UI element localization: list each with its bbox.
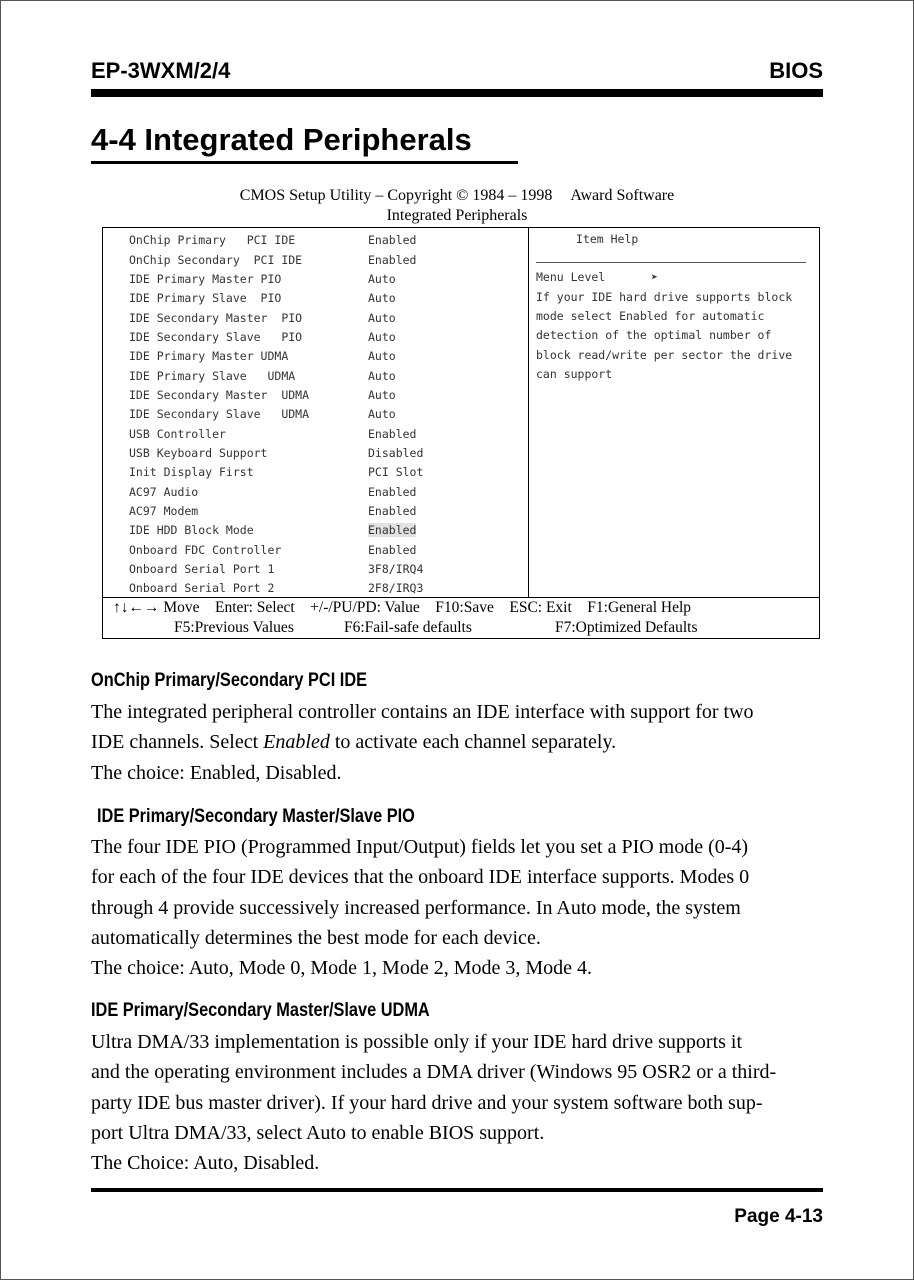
item-help-rule	[536, 262, 806, 263]
bios-setting-label: IDE Primary Slave PIO	[129, 291, 282, 305]
header-rule	[91, 89, 823, 97]
help-text-line: If your IDE hard drive supports block	[536, 290, 793, 304]
menu-level-label: Menu Level	[536, 270, 606, 284]
bios-setting-row[interactable]	[103, 483, 523, 502]
bios-setting-value[interactable]: Auto	[368, 272, 396, 286]
bios-setting-row[interactable]	[103, 289, 523, 308]
bios-setting-label: Onboard FDC Controller	[129, 543, 282, 557]
menu-level-arrow-icon: ➤	[651, 270, 658, 284]
bios-setting-row[interactable]	[103, 386, 523, 405]
bios-setting-row[interactable]	[103, 367, 523, 386]
bios-setting-value[interactable]: Enabled	[368, 543, 417, 557]
cmos-caption	[0, 187, 914, 205]
heading-pio: IDE Primary/Secondary Master/Slave PIO	[97, 806, 415, 827]
text-run: IDE channels. Select	[91, 731, 264, 754]
bios-setting-value[interactable]: Auto	[368, 311, 396, 325]
item-help-title: Item Help	[576, 232, 639, 246]
title-underline	[91, 161, 518, 164]
bios-setting-row[interactable]	[103, 425, 523, 444]
key-f5-label: F5:Previous Values	[174, 619, 294, 636]
bios-setting-value[interactable]: PCI Slot	[368, 465, 424, 479]
text-run: to activate each channel separately.	[329, 731, 617, 754]
bios-setting-value[interactable]: Enabled	[368, 233, 417, 247]
para-line: through 4 provide successively increased performance. In Auto mode, the system	[91, 896, 741, 919]
bios-setting-label: Onboard Serial Port 1	[129, 562, 275, 576]
bios-setting-row[interactable]	[103, 328, 523, 347]
bios-setting-label: OnChip Secondary PCI IDE	[129, 253, 303, 267]
heading-pci-ide: OnChip Primary/Secondary PCI IDE	[91, 670, 368, 691]
bios-setting-value[interactable]: Auto	[368, 407, 396, 421]
help-text-line: mode select Enabled for automatic	[536, 309, 765, 323]
bios-setting-value[interactable]: 3F8/IRQ4	[368, 562, 424, 576]
bios-setting-row[interactable]	[103, 463, 523, 482]
key-legend-line2	[103, 619, 819, 709]
para-line: The integrated peripheral controller contains an IDE interface with support for two	[91, 701, 754, 723]
bios-divider	[528, 228, 529, 597]
bios-setting-label: AC97 Modem	[129, 504, 199, 518]
bios-setting-label: AC97 Audio	[129, 485, 199, 499]
bios-setting-value[interactable]: Enabled	[368, 523, 417, 537]
para-line: port Ultra DMA/33, select Auto to enable BIOS support.	[91, 1121, 545, 1144]
bios-setting-value[interactable]: Auto	[368, 291, 396, 305]
help-text-line: block read/write per sector the drive	[536, 348, 793, 362]
bios-setting-row[interactable]	[103, 521, 523, 540]
bios-setting-label: IDE Secondary Slave PIO	[129, 330, 303, 344]
para-line: for each of the four IDE devices that the onboard IDE interface supports. Modes 0	[91, 866, 750, 889]
para-line: Ultra DMA/33 implementation is possible only if your IDE hard drive supports it	[91, 1031, 743, 1053]
header-model: EP-3WXM/2/4	[91, 58, 231, 83]
heading-udma: IDE Primary/Secondary Master/Slave UDMA	[91, 1000, 430, 1021]
bios-setting-value[interactable]: Enabled	[368, 253, 417, 267]
help-text-line: detection of the optimal number of	[536, 328, 772, 342]
para-line: The Choice: Auto, Disabled.	[91, 1152, 320, 1175]
bios-setting-label: Onboard Serial Port 2	[129, 581, 275, 595]
bios-setting-row[interactable]	[103, 251, 523, 270]
cmos-screen-title: Integrated Peripherals	[386, 207, 528, 224]
bios-setting-row[interactable]	[103, 309, 523, 328]
footer-rule	[91, 1188, 823, 1192]
cmos-vendor: Award Software	[570, 187, 675, 204]
bios-setting-value[interactable]: 2F8/IRQ3	[368, 581, 424, 595]
page-number: Page 4-13	[734, 1206, 823, 1227]
bios-screen	[102, 227, 820, 639]
key-f7-label: F7:Optimized Defaults	[555, 619, 698, 636]
para-line: party IDE bus master driver). If your hard drive and your system software both sup-	[91, 1091, 763, 1114]
bios-setting-value[interactable]: Disabled	[368, 446, 424, 460]
para-line: The four IDE PIO (Programmed Input/Output) fields let you set a PIO mode (0-4)	[91, 836, 749, 858]
para-line: The choice: Auto, Mode 0, Mode 1, Mode 2, Mode 3, Mode 4.	[91, 957, 593, 980]
bios-setting-value[interactable]: Auto	[368, 369, 396, 383]
bios-setting-value[interactable]: Enabled	[368, 485, 417, 499]
para-line: and the operating environment includes a DMA driver (Windows 95 OSR2 or a third-	[91, 1061, 777, 1084]
bios-setting-row[interactable]	[103, 347, 523, 366]
bios-setting-label: IDE Secondary Master UDMA	[129, 388, 310, 402]
para-udma	[91, 1027, 826, 1178]
bios-setting-label: IDE Primary Master UDMA	[129, 349, 289, 363]
bios-setting-label: IDE Secondary Master PIO	[129, 311, 303, 325]
bios-setting-row[interactable]	[103, 502, 523, 521]
bios-setting-label: OnChip Primary PCI IDE	[129, 233, 296, 247]
para-line: automatically determines the best mode for each device.	[91, 926, 541, 949]
bios-setting-label: IDE HDD Block Mode	[129, 523, 254, 537]
help-text-line: can support	[536, 367, 613, 381]
key-legend-line1: ↑↓←→ Move Enter: Select +/-/PU/PD: Value F10:Save ESC: Exit F1:General Help	[113, 599, 692, 616]
bios-setting-row[interactable]	[103, 579, 523, 598]
bios-setting-label: IDE Primary Slave UDMA	[129, 369, 296, 383]
bios-setting-value[interactable]: Enabled	[368, 504, 417, 518]
bios-setting-label: IDE Secondary Slave UDMA	[129, 407, 310, 421]
bios-setting-row[interactable]	[103, 231, 523, 250]
para-pio	[91, 832, 826, 983]
cmos-copyright: CMOS Setup Utility – Copyright © 1984 – 1998	[239, 187, 553, 204]
bios-setting-row[interactable]	[103, 560, 523, 579]
bios-setting-label: USB Keyboard Support	[129, 446, 268, 460]
bios-setting-value[interactable]: Auto	[368, 349, 396, 363]
bios-setting-row[interactable]	[103, 270, 523, 289]
para-pci-ide	[91, 697, 826, 788]
para-line: The choice: Enabled, Disabled.	[91, 761, 342, 784]
bios-setting-label: Init Display First	[129, 465, 254, 479]
bios-setting-value[interactable]: Auto	[368, 330, 396, 344]
bios-setting-row[interactable]	[103, 541, 523, 560]
bios-setting-row[interactable]	[103, 405, 523, 424]
item-help-panel	[536, 228, 816, 382]
bios-setting-value[interactable]: Auto	[368, 388, 396, 402]
italic-text: Enabled	[263, 731, 330, 754]
header-section: BIOS	[769, 58, 823, 83]
bios-setting-label: USB Controller	[129, 427, 226, 441]
key-f6-label: F6:Fail-safe defaults	[344, 619, 472, 636]
page-title: 4-4 Integrated Peripherals	[91, 122, 472, 157]
bios-setting-value[interactable]: Enabled	[368, 427, 417, 441]
bios-setting-label: IDE Primary Master PIO	[129, 272, 282, 286]
bios-setting-row[interactable]	[103, 444, 523, 463]
para-line	[91, 727, 826, 757]
